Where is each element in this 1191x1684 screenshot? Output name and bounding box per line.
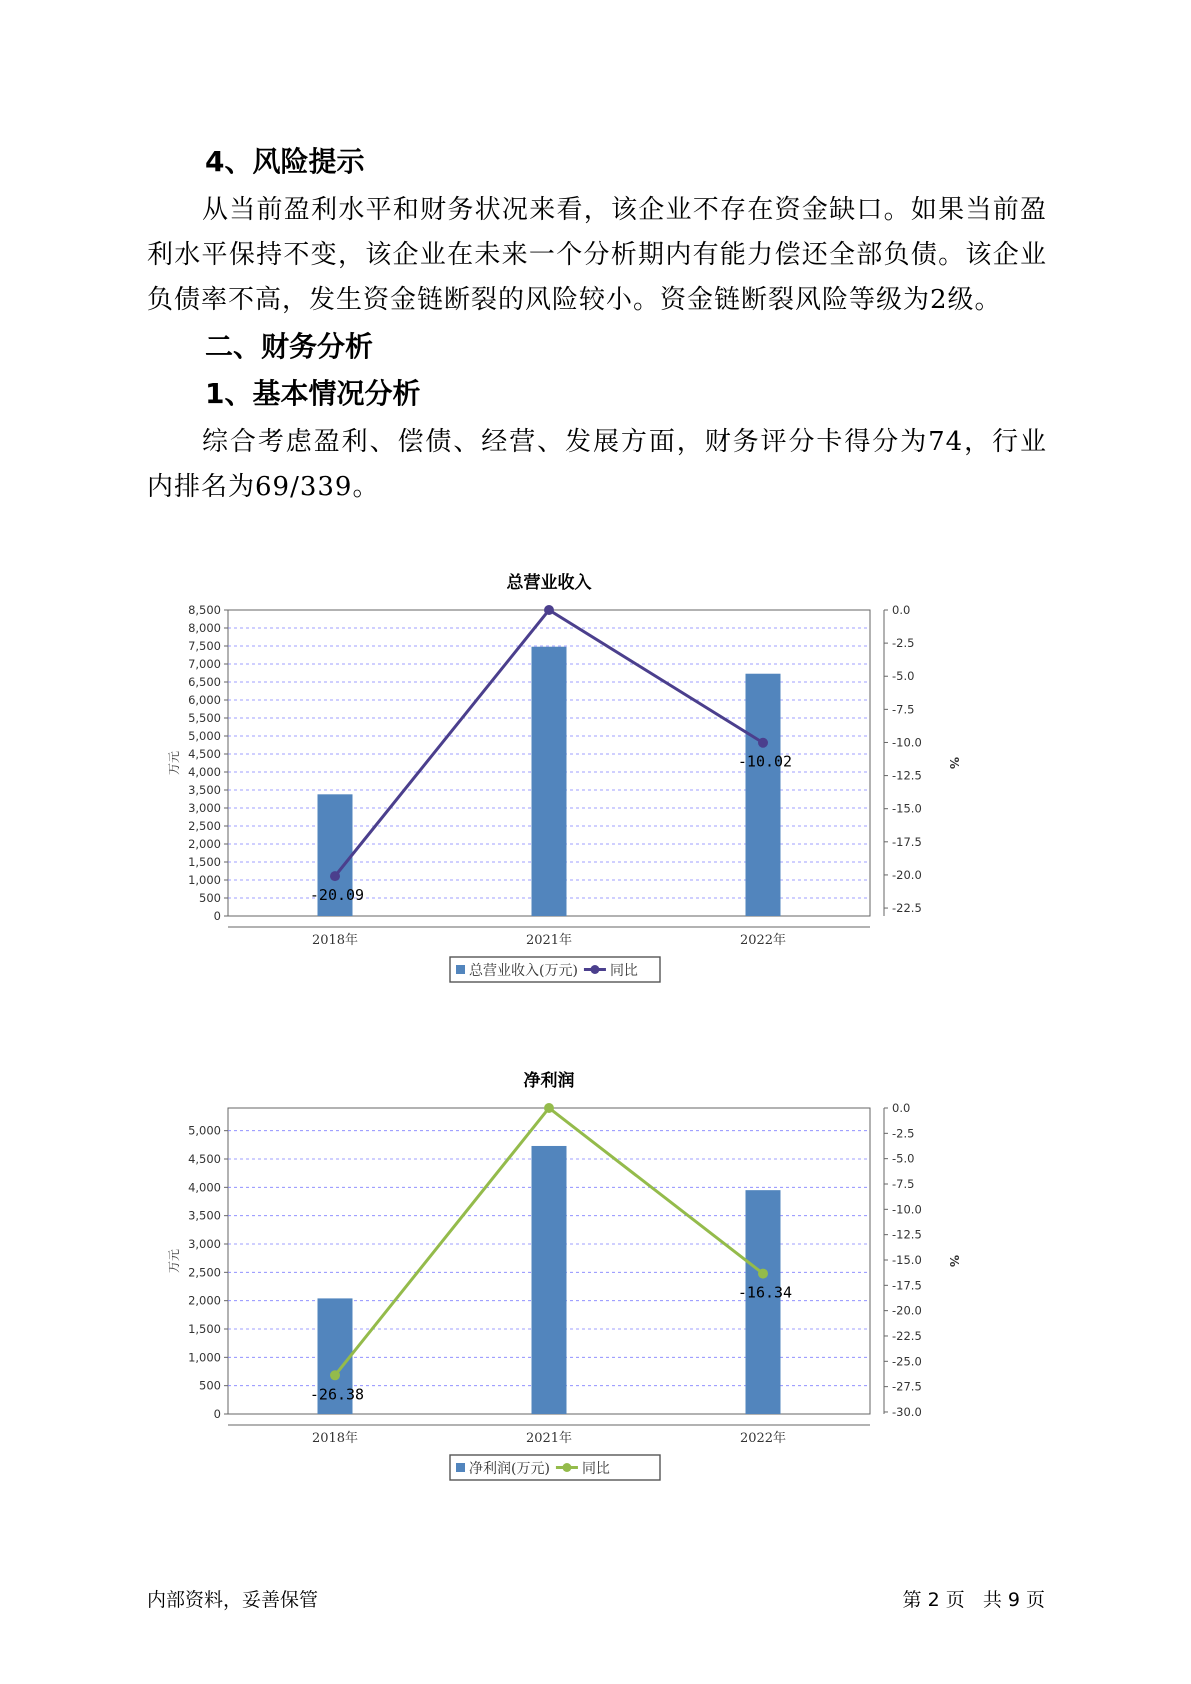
yoy-point bbox=[544, 1103, 554, 1113]
x-tick-label: 2021年 bbox=[525, 933, 573, 948]
risk-heading: 4、风险提示 bbox=[205, 145, 365, 178]
y2-tick-label: -2.5 bbox=[892, 636, 915, 651]
revenue-chart bbox=[150, 570, 1050, 1030]
risk-paragraph bbox=[147, 188, 1047, 323]
x-tick-label: 2018年 bbox=[311, 1431, 359, 1446]
legend-label-bar: 总营业收入(万元) bbox=[469, 963, 578, 979]
yoy-point bbox=[758, 738, 768, 748]
y2-tick-label: -22.5 bbox=[892, 901, 922, 916]
y-axis-title: 万元 bbox=[167, 750, 181, 776]
y-tick-label: 500 bbox=[199, 1378, 221, 1393]
y-tick-label: 8,000 bbox=[188, 621, 221, 635]
yoy-point bbox=[330, 1370, 340, 1380]
y2-tick-label: -12.5 bbox=[892, 768, 922, 783]
y-tick-label: 6,500 bbox=[188, 675, 221, 689]
legend-swatch-bar bbox=[456, 1463, 465, 1472]
yoy-point bbox=[330, 871, 340, 881]
y2-axis-title: % bbox=[947, 756, 961, 770]
risk-text: 从当前盈利水平和财务状况来看，该企业不存在资金缺口。如果当前盈利水平保持不变，该企业在未来一个分析期内有能力偿还全部负债。该企业负债率不高，发生资金链断裂的风险较小。资金链断裂风险等级为2级。 bbox=[147, 195, 1047, 315]
bar bbox=[532, 1146, 567, 1414]
y2-tick-label: -5.0 bbox=[892, 669, 915, 684]
y-tick-label: 5,000 bbox=[188, 729, 221, 743]
y2-tick-label: -15.0 bbox=[892, 801, 922, 816]
y2-tick-label: -7.5 bbox=[892, 702, 915, 717]
y2-tick-label: -27.5 bbox=[892, 1379, 922, 1394]
y-tick-label: 3,500 bbox=[188, 783, 221, 797]
y-tick-label: 1,500 bbox=[188, 855, 221, 869]
y-tick-label: 4,000 bbox=[188, 765, 221, 779]
y2-tick-label: -22.5 bbox=[892, 1328, 922, 1343]
x-tick-label: 2018年 bbox=[311, 933, 359, 948]
y2-tick-label: -15.0 bbox=[892, 1252, 922, 1267]
y-tick-label: 3,500 bbox=[188, 1208, 221, 1223]
footer-note: 内部资料，妥善保管 bbox=[147, 1589, 319, 1611]
y2-axis-title: % bbox=[947, 1254, 961, 1268]
legend-swatch-point bbox=[590, 965, 599, 974]
yoy-point bbox=[544, 605, 554, 615]
y-tick-label: 1,000 bbox=[188, 873, 221, 887]
y2-tick-label: -17.5 bbox=[892, 834, 922, 849]
y-tick-label: 5,000 bbox=[188, 1123, 221, 1138]
legend-label-line: 同比 bbox=[581, 1461, 610, 1477]
y-tick-label: 8,500 bbox=[188, 603, 221, 617]
data-label: -20.09 bbox=[309, 886, 365, 905]
basic-heading: 1、基本情况分析 bbox=[205, 377, 421, 410]
y-tick-label: 4,500 bbox=[188, 1152, 221, 1166]
x-tick-label: 2022年 bbox=[739, 1431, 787, 1446]
y-tick-label: 3,000 bbox=[188, 801, 221, 815]
y2-tick-label: -30.0 bbox=[892, 1404, 922, 1419]
y-tick-label: 2,000 bbox=[188, 837, 221, 851]
legend-label-line: 同比 bbox=[609, 963, 638, 979]
y-tick-label: 4,500 bbox=[188, 747, 221, 761]
y2-tick-label: -2.5 bbox=[892, 1126, 915, 1141]
x-tick-label: 2021年 bbox=[525, 1431, 573, 1446]
basic-text: 综合考虑盈利、偿债、经营、发展方面，财务评分卡得分为74，行业内排名为69/339。 bbox=[147, 427, 1047, 502]
x-tick-label: 2022年 bbox=[739, 933, 787, 948]
data-label: -26.38 bbox=[309, 1385, 365, 1404]
revenue-chart-svg bbox=[150, 570, 1050, 1030]
y-tick-label: 4,000 bbox=[188, 1180, 221, 1195]
basic-paragraph bbox=[147, 420, 1047, 510]
finance-heading: 二、财务分析 bbox=[205, 330, 374, 363]
y-tick-label: 2,500 bbox=[188, 819, 221, 833]
y-tick-label: 1,000 bbox=[188, 1350, 221, 1365]
bar bbox=[746, 1190, 781, 1414]
legend-swatch-bar bbox=[456, 965, 465, 974]
chart-title: 总营业收入 bbox=[506, 573, 592, 593]
y2-tick-label: -20.0 bbox=[892, 1303, 922, 1318]
y-tick-label: 2,500 bbox=[188, 1265, 221, 1280]
y2-tick-label: -25.0 bbox=[892, 1354, 922, 1369]
y-tick-label: 0 bbox=[213, 1407, 221, 1421]
y-tick-label: 7,500 bbox=[188, 639, 221, 653]
net-profit-chart-svg bbox=[150, 1068, 1050, 1528]
yoy-point bbox=[758, 1269, 768, 1279]
y-tick-label: 0 bbox=[213, 909, 221, 923]
y2-tick-label: 0.0 bbox=[892, 1101, 911, 1115]
y2-tick-label: -10.0 bbox=[892, 1202, 922, 1217]
data-label: -10.02 bbox=[737, 752, 793, 771]
y2-tick-label: -20.0 bbox=[892, 867, 922, 882]
bar bbox=[746, 674, 781, 916]
data-label: -16.34 bbox=[737, 1283, 793, 1302]
y-tick-label: 2,000 bbox=[188, 1293, 221, 1308]
page-number: 第 2 页 共 9 页 bbox=[902, 1589, 1045, 1611]
chart-title: 净利润 bbox=[523, 1071, 575, 1091]
y2-tick-label: -10.0 bbox=[892, 735, 922, 750]
y-tick-label: 6,000 bbox=[188, 693, 221, 707]
y-axis-title: 万元 bbox=[167, 1248, 181, 1274]
y-tick-label: 3,000 bbox=[188, 1237, 221, 1251]
legend-label-bar: 净利润(万元) bbox=[469, 1461, 550, 1477]
bar bbox=[532, 647, 567, 916]
y-tick-label: 7,000 bbox=[188, 657, 221, 671]
legend-swatch-point bbox=[562, 1463, 571, 1472]
y2-tick-label: -5.0 bbox=[892, 1151, 915, 1166]
y-tick-label: 1,500 bbox=[188, 1322, 221, 1336]
y2-tick-label: 0.0 bbox=[892, 603, 911, 617]
y-tick-label: 500 bbox=[199, 891, 221, 905]
y2-tick-label: -17.5 bbox=[892, 1278, 922, 1293]
net-profit-chart bbox=[150, 1068, 1050, 1528]
y2-tick-label: -12.5 bbox=[892, 1227, 922, 1242]
y-tick-label: 5,500 bbox=[188, 711, 221, 725]
y2-tick-label: -7.5 bbox=[892, 1176, 915, 1191]
